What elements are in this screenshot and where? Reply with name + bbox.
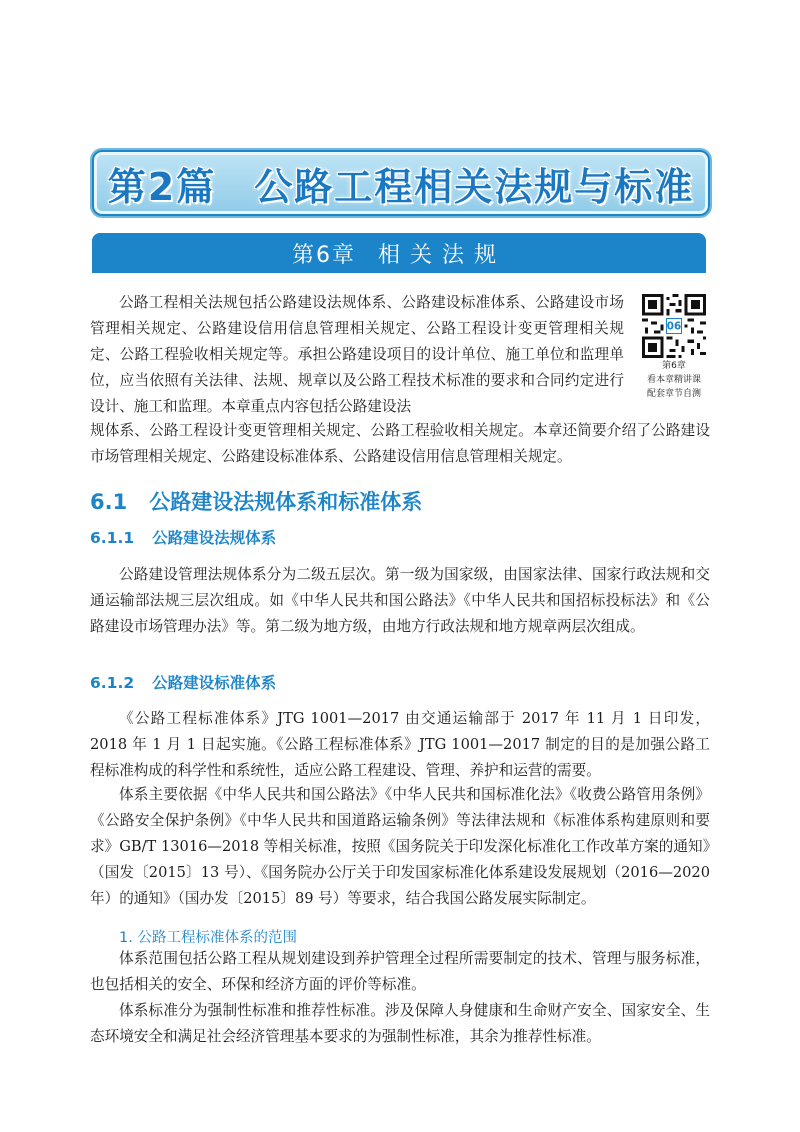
subsection-title: 公路建设法规体系: [152, 529, 277, 547]
section-number: 6.1: [90, 490, 128, 514]
subsection-heading-6-1-1: [90, 526, 276, 548]
section-title: 公路建设法规体系和标准体系: [149, 490, 423, 514]
section-heading-6-1: [90, 486, 422, 516]
paragraph-6-1-1: 公路建设管理法规体系分为二级五层次。第一级为国家级，由国家法律、国家行政法规和交通运输部法规三层次组成。如《中华人民共和国公路法》《中华人民共和国招标投标法》和《公路建设市场管理办法》等。第二级为地方级，由地方行政法规和地方规章两层次组成。: [90, 566, 710, 635]
qr-code-icon[interactable]: [642, 294, 706, 358]
subheading-scope: 1. 公路工程标准体系的范围: [119, 930, 297, 946]
chapter-title: [292, 238, 506, 269]
qr-code-block[interactable]: [635, 294, 713, 400]
paragraph-scope: 体系范围包括公路工程从规划建设到养护管理全过程所需要制定的技术、管理与服务标准，也包括相关的安全、环保和经济方面的评价等标准。: [90, 950, 710, 993]
paragraph-6-1-2-1: 《公路工程标准体系》JTG 1001—2017 由交通运输部于 2017 年 11 月 1 日印发，2018 年 1 月 1 日起实施。《公路工程标准体系》JTG 1001—2017 制定的目的是加强公路工程标准构成的科学性和系统性，适应公路工程建设、管理、养护和运营的需要。: [90, 710, 710, 779]
part-number: 第2篇: [107, 164, 217, 209]
qr-caption-3: 配套章节自测: [646, 389, 701, 399]
part-name: 公路工程相关法规与标准: [254, 164, 695, 209]
intro-paragraph: 公路工程相关法规包括公路建设法规体系、公路建设标准体系、公路建设市场管理相关规定、公路建设信用信息管理相关规定、公路工程设计变更管理相关规定、公路工程验收相关规定等。承担公路建设项目的设计单位、施工单位和监理单位，应当依照有关法律、法规、规章以及公路工程技术标准的要求和合同约定进行设计、施工和监理。本章重点内容包括公路建设法: [90, 294, 624, 415]
subsection-number: 6.1.1: [90, 529, 135, 547]
qr-badge: 06: [666, 320, 682, 333]
qr-caption-2: 看本章精讲课: [646, 375, 701, 385]
part-title: [108, 156, 694, 211]
subsection-title: 公路建设标准体系: [152, 674, 277, 692]
paragraph-classification: 体系标准分为强制性标准和推荐性标准。涉及保障人身健康和生命财产安全、国家安全、生态环境安全和满足社会经济管理基本要求的为强制性标准，其余为推荐性标准。: [90, 1002, 710, 1045]
chapter-banner: [92, 233, 706, 273]
chapter-name: 相关法规: [377, 242, 506, 268]
part-banner: [92, 150, 710, 216]
chapter-number: 第6章: [291, 242, 356, 268]
qr-caption-1: 第6章: [662, 361, 686, 371]
subsection-number: 6.1.2: [90, 674, 135, 692]
paragraph-6-1-2-2: 体系主要依据《中华人民共和国公路法》《中华人民共和国标准化法》《收费公路管用条例》《公路安全保护条例》《中华人民共和国道路运输条例》等法律法规和《标准体系构建原则和要求》GB/T 13016—2018 等相关标准，按照《国务院关于印发深化标准化工作改革方案的通知》（国发〔2015〕13 号）、《国务院办公厅关于印发国家标准化体系建设发展规划（2016—2020 年）的通知》（国办发〔2015〕89 号）等要求，结合我国公路发展实际制定。: [90, 786, 710, 907]
intro-paragraph-tail: 规体系、公路工程设计变更管理相关规定、公路工程验收相关规定。本章还简要介绍了公路建设市场管理相关规定、公路建设标准体系、公路建设信用信息管理相关规定。: [90, 422, 710, 465]
subsection-heading-6-1-2: [90, 671, 276, 693]
